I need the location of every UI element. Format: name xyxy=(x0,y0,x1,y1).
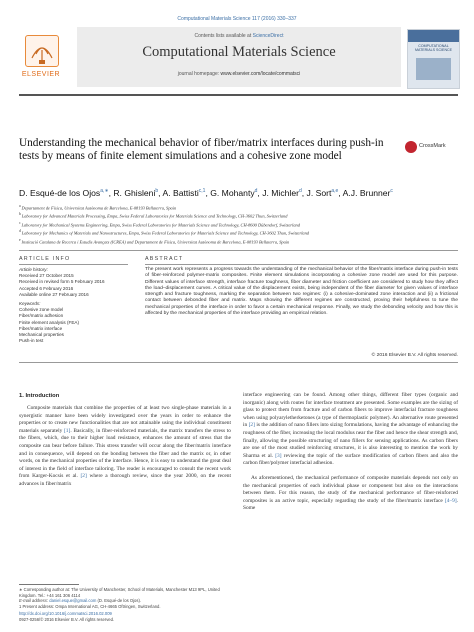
elsevier-logo[interactable] xyxy=(19,33,63,83)
abstract-heading: ABSTRACT xyxy=(145,256,184,262)
journal-citation[interactable]: Computational Materials Science 117 (2016) 330–337 xyxy=(177,16,297,22)
article-history xyxy=(19,267,129,344)
cover-image xyxy=(416,58,451,80)
footnotes xyxy=(19,587,231,623)
crossmark-label: CrossMark xyxy=(419,143,446,149)
homepage-link[interactable]: www.elsevier.com/locate/commatsci xyxy=(220,71,301,77)
keyword-item[interactable]: Fiber/matrix interface xyxy=(19,325,63,331)
citation-ref-2b[interactable]: [2] xyxy=(248,422,255,429)
affiliation-item: $^a$ Departament de Física, Universitat Autònoma de Barcelona, E-08193 Bellaterra, Spain xyxy=(19,204,177,211)
history-item: Available online 27 February 2016 xyxy=(19,291,89,297)
keyword-item[interactable]: Cohesive zone model xyxy=(19,307,64,313)
author-affiliation-marker[interactable]: a,∗ xyxy=(100,188,109,195)
affiliations-rule xyxy=(19,250,458,251)
author-affiliation-marker[interactable]: b xyxy=(155,188,159,195)
author-name[interactable]: A. Battisti$^{c,1}$ xyxy=(162,188,206,198)
cover-title: COMPUTATIONAL MATERIALS SCIENCE xyxy=(414,44,453,53)
history-item: Accepted 6 February 2016 xyxy=(19,285,74,291)
cover-header xyxy=(408,30,459,42)
paper-title: Understanding the mechanical behavior of fiber/matrix interfaces during push-in tests by means of finite element simulations and a cohesive zone model xyxy=(19,137,384,162)
crossmark-badge[interactable] xyxy=(405,141,445,155)
section-heading-introduction: 1. Introduction xyxy=(19,393,60,399)
author-name[interactable]: D. Esqué-de los Ojos$^{a,∗}$ xyxy=(19,188,109,198)
affiliation-item: $^c$ Laboratory for Mechanical Systems Engineering, Empa, Swiss Federal Laboratories for Materials Science and Technology, CH-8600 Dübendorf, Switzerland xyxy=(19,220,300,228)
crossmark-icon xyxy=(405,141,417,153)
abstract-copyright: © 2016 Elsevier B.V. All rights reserved. xyxy=(371,353,458,358)
abstract-bottom-rule xyxy=(19,362,458,363)
author-list: D. Esqué-de los Ojos$^{a,∗}$, R. Ghisleni$^b$, A. Battisti$^{c,1}$, G. Mohanty$^d$, J. Michler$^d$, J. Sort$^{a,e}$, A.J. Brunner$^c$ xyxy=(19,188,393,198)
affiliation-item: $^e$ Institució Catalana de Recerca i Estudis Avançats (ICREA) and Departament de Física, Universitat Autònoma de Barcelona, E-08193 Bellaterra, Spain xyxy=(19,237,290,245)
intro-right-column xyxy=(243,392,458,513)
keyword-item[interactable]: Fiber/matrix adhesion xyxy=(19,313,64,319)
history-label: Article history: xyxy=(19,267,48,272)
affiliation-item: $^b$ Laboratory for Advanced Materials Processing, Empa, Swiss Federal Laboratories for Materials Science and Technology, CH-3602 Thun, Switzerland xyxy=(19,212,288,219)
email-note: E-mail address: daniel.esque@gmail.com (D. Esqué-de los Ojos). xyxy=(19,598,142,604)
corresponding-author-note: ∗ Corresponding author at: The University of Manchester, School of Materials, Manchester M13 9PL, United Kingdom. Tel.: +44 161 306 4114 xyxy=(19,587,220,598)
header-rule xyxy=(19,94,458,96)
citation-ref-4-9[interactable]: [4–9] xyxy=(444,497,457,504)
keyword-item[interactable]: Push-in test xyxy=(19,338,44,344)
intro-paragraph-2: As aforementioned, the mechanical performance of composite materials depends not only on the mechanical properties of each individual phase or component but also on the interactions between them. For this reason, the study of the mechanical performance of fiber-reinforced composites is an active topic, especially regarding the study of the fiber/matrix interface [4–9]. Some xyxy=(243,474,458,512)
tree-icon xyxy=(25,35,59,67)
citation-ref-1[interactable]: [1] xyxy=(64,427,71,434)
intro-paragraph-1: Composite materials that combine the properties of at least two single-phase materials in a synergistic manner have been widely investigated over the years in order to enhance the properties or to create new functionalities that are not attainable using the individual constituent materials separately [1]. Basically, in fiber-reinforced materials, the matrix transfers the stress to the fibers, which, due to their higher load resistance, enhances the amount of stress that the composite can bear before failure. This stress transfer will occur along the fiber/matrix interface and in consequence, will depend on the bonding between the fiber and the matrix or, in other words, on the mechanical properties of the interface. Hence, it is easy to understand the great deal of interest in the field of interface tailoring. The reader is encouraged to consult the recent work from Karger-Kocsis et al. [2] where a thorough review, since the year 2000, on the recent advances in fiber/matrix xyxy=(19,405,231,487)
article-info-rule xyxy=(19,264,128,265)
journal-title: Computational Materials Science xyxy=(142,44,336,60)
author-name[interactable]: G. Mohanty$^d$ xyxy=(210,188,258,198)
affiliation-item: $^d$ Laboratory for Mechanics of Materials and Nanostructures, Empa, Swiss Federal Laboratories for Materials Science and Technology, CH-3602 Thun, Switzerland xyxy=(19,229,310,236)
intro-left-column xyxy=(19,405,231,489)
affiliation-list xyxy=(19,203,459,245)
contents-line: Contents lists available at ScienceDirect xyxy=(194,33,284,39)
keyword-item[interactable]: Mechanical properties xyxy=(19,332,64,338)
author-name[interactable]: J. Sort$^{a,e}$ xyxy=(306,188,339,198)
journal-cover xyxy=(407,29,460,89)
keywords-label: Keywords: xyxy=(19,301,41,307)
citation-ref-3[interactable]: [3] xyxy=(275,452,282,459)
author-name[interactable]: J. Michler$^d$ xyxy=(262,188,302,198)
journal-header xyxy=(19,27,458,87)
issn-line: 0927-0256/© 2016 Elsevier B.V. All rights reserved. xyxy=(19,616,115,622)
footnote-rule xyxy=(19,584,79,585)
present-address-note: 1 Present address: Ompa International AG, CH-4665 Oftringen, Switzerland. xyxy=(19,603,161,609)
author-affiliation-marker[interactable]: c xyxy=(390,188,393,195)
author-affiliation-marker[interactable]: d xyxy=(298,188,302,195)
history-item: Received 27 October 2015 xyxy=(19,273,74,279)
author-name[interactable]: A.J. Brunner$^c$ xyxy=(342,188,393,198)
author-email-link[interactable]: daniel.esque@gmail.com xyxy=(49,598,97,604)
journal-masthead xyxy=(77,27,401,87)
publisher-logo-text: ELSEVIER xyxy=(21,71,61,78)
author-name[interactable]: R. Ghisleni$^b$ xyxy=(113,188,159,198)
author-affiliation-marker[interactable]: c,1 xyxy=(198,188,206,195)
sciencedirect-link[interactable]: ScienceDirect xyxy=(252,33,284,39)
keyword-item[interactable]: Finite element analysis (FEA) xyxy=(19,319,79,325)
author-affiliation-marker[interactable]: a,e xyxy=(331,188,339,195)
abstract-rule xyxy=(145,264,458,265)
citation-ref-2[interactable]: [2] xyxy=(80,473,87,480)
abstract-body: The present work represents a progress towards the understanding of the mechanical behavior of the fiber/matrix interface during push-in tests of fiber-reinforced polymer-matrix composites. Finite element simulations incorporating a cohesive zone model are used for this purpose. Different values of interface strength, interface fracture toughness, fiber diameter and friction coefficient are considered to study how they affect the load–displacement curves. A critical value of the displacement exists, being independent of the fiber diameter for given values of interface strength and fracture toughness, marking the separation between two regimes: (i) a cohesive-dominated zone interaction and (ii) a frictional contact between debonded fiber and matrix. Maps showing the different regimes are constructed, proving their helpfulness to tune the mechanical properties of the interface in order to favor a certain mechanical response. Finally, we study the debonding velocity and how this is affected by the mechanical properties of the interface providing an empirical relation. xyxy=(145,267,458,317)
author-affiliation-marker[interactable]: d xyxy=(254,188,258,195)
history-item: Received in revised form 5 February 2016 xyxy=(19,279,105,285)
journal-homepage: journal homepage: www.elsevier.com/locate/commatsci xyxy=(177,71,301,77)
doi-link[interactable]: http://dx.doi.org/10.1016/j.commatsci.2016.02.009 xyxy=(19,611,112,617)
intro-paragraph-1-cont: interface engineering can be found. Among other things, different fiber types (organic and inorganic) along with routes for interface treatment are presented. Some examples are the sizing of glass to protect them from fracture and of carbon fibers to improve interfacial fracture toughness when using polyaryletherketones (a type of thermoplastic polymer). An alternative route presented in [2] is the addition of nano fillers into sizing formulations, having the advantage of enhancing the roughness of the fiber, increasing the local modulus near the fiber and hence the shear strength and, finally, allowing the possible structuring of nano fillers for sensing applications. As carbon fibers are one of the most studied reinforcing structures, it is also interesting to mention the work by Sharma et al. [3] reviewing the topic of the surface modification of carbon fibers and also the carbon fiber/polymer interfacial adhesion. xyxy=(243,392,459,467)
article-info-heading: ARTICLE INFO xyxy=(19,256,71,262)
